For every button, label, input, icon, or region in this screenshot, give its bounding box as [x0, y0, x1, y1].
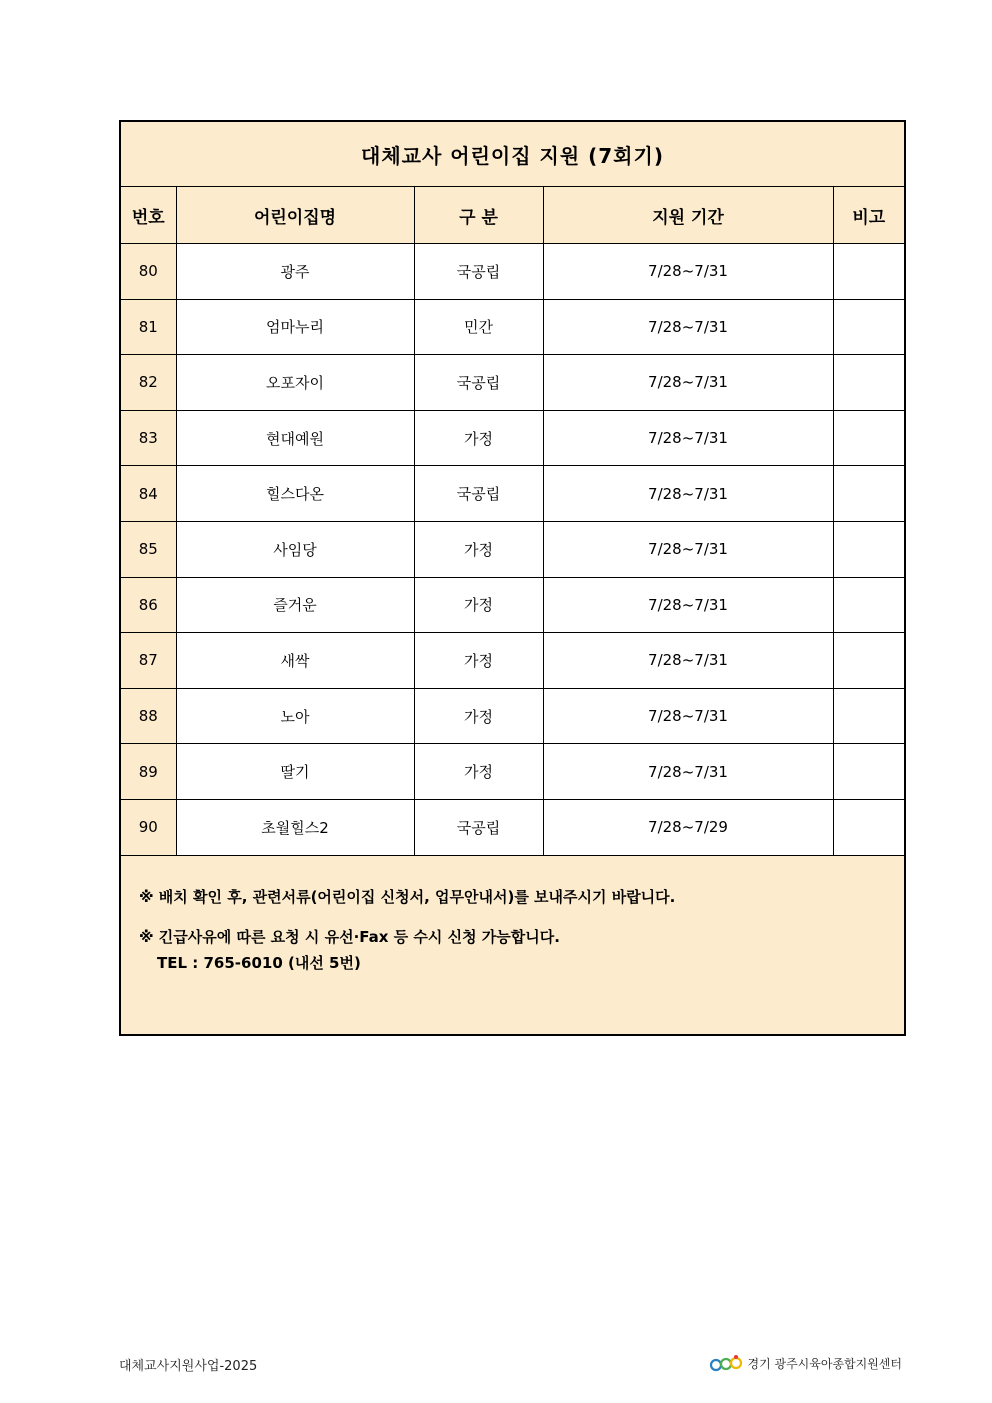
- row-type: 국공립: [414, 355, 543, 411]
- row-note: [833, 688, 905, 744]
- row-no: 85: [120, 521, 176, 577]
- table-row: [120, 299, 905, 355]
- row-note: [833, 244, 905, 300]
- row-period: 7/28~7/31: [543, 299, 833, 355]
- row-note: [833, 521, 905, 577]
- row-note: [833, 466, 905, 522]
- row-type: 가정: [414, 688, 543, 744]
- row-note: [833, 299, 905, 355]
- row-name: 힐스다온: [176, 466, 414, 522]
- row-period: 7/28~7/31: [543, 577, 833, 633]
- row-no: 89: [120, 744, 176, 800]
- col-header-type: 구 분: [414, 187, 543, 244]
- table-row: [120, 744, 905, 800]
- row-type: 국공립: [414, 799, 543, 855]
- row-name: 사임당: [176, 521, 414, 577]
- notes-section: [120, 855, 905, 1035]
- row-note: [833, 633, 905, 689]
- row-period: 7/28~7/31: [543, 244, 833, 300]
- row-type: 가정: [414, 410, 543, 466]
- row-type: 국공립: [414, 244, 543, 300]
- footer-center: [709, 1353, 902, 1373]
- row-period: 7/28~7/29: [543, 799, 833, 855]
- row-no: 88: [120, 688, 176, 744]
- row-name: 광주: [176, 244, 414, 300]
- col-header-period: 지원 기간: [543, 187, 833, 244]
- table-row: [120, 577, 905, 633]
- row-period: 7/28~7/31: [543, 688, 833, 744]
- row-period: 7/28~7/31: [543, 744, 833, 800]
- row-period: 7/28~7/31: [543, 410, 833, 466]
- row-no: 87: [120, 633, 176, 689]
- table-row: [120, 466, 905, 522]
- row-type: 민간: [414, 299, 543, 355]
- table-row: [120, 521, 905, 577]
- row-name: 새싹: [176, 633, 414, 689]
- note-line-urgent: ※ 긴급사유에 따른 요청 시 유선·Fax 등 수시 신청 가능합니다.: [139, 927, 560, 946]
- table-row: [120, 410, 905, 466]
- row-no: 83: [120, 410, 176, 466]
- table-row: [120, 688, 905, 744]
- table-row: [120, 355, 905, 411]
- row-type: 가정: [414, 633, 543, 689]
- row-no: 80: [120, 244, 176, 300]
- row-no: 82: [120, 355, 176, 411]
- support-table: [119, 120, 906, 1036]
- row-period: 7/28~7/31: [543, 521, 833, 577]
- row-name: 초월힐스2: [176, 799, 414, 855]
- row-note: [833, 577, 905, 633]
- table-row: [120, 799, 905, 855]
- table-row: [120, 244, 905, 300]
- row-name: 노아: [176, 688, 414, 744]
- row-name: 엄마누리: [176, 299, 414, 355]
- row-type: 가정: [414, 577, 543, 633]
- row-type: 가정: [414, 521, 543, 577]
- row-note: [833, 799, 905, 855]
- row-period: 7/28~7/31: [543, 355, 833, 411]
- row-name: 오포자이: [176, 355, 414, 411]
- table-title: 대체교사 어린이집 지원 (7회기): [120, 121, 905, 187]
- header-row: [120, 187, 905, 244]
- col-header-note: 비고: [833, 187, 905, 244]
- row-note: [833, 355, 905, 411]
- footer-program-name: 대체교사지원사업-2025: [119, 1359, 258, 1374]
- center-logo-icon: [709, 1353, 743, 1373]
- row-period: 7/28~7/31: [543, 633, 833, 689]
- footer-center-name: 경기 광주시육아종합지원센터: [747, 1356, 902, 1371]
- row-no: 84: [120, 466, 176, 522]
- row-note: [833, 744, 905, 800]
- table-row: [120, 633, 905, 689]
- row-name: 딸기: [176, 744, 414, 800]
- row-type: 가정: [414, 744, 543, 800]
- row-no: 86: [120, 577, 176, 633]
- row-note: [833, 410, 905, 466]
- row-no: 81: [120, 299, 176, 355]
- row-no: 90: [120, 799, 176, 855]
- row-name: 즐거운: [176, 577, 414, 633]
- note-line-tel: TEL : 765-6010 (내선 5번): [157, 953, 361, 972]
- row-period: 7/28~7/31: [543, 466, 833, 522]
- note-line-documents: ※ 배치 확인 후, 관련서류(어린이집 신청서, 업무안내서)를 보내주시기 바랍니다.: [139, 887, 676, 906]
- col-header-name: 어린이집명: [176, 187, 414, 244]
- row-type: 국공립: [414, 466, 543, 522]
- row-name: 현대예원: [176, 410, 414, 466]
- col-header-no: 번호: [120, 187, 176, 244]
